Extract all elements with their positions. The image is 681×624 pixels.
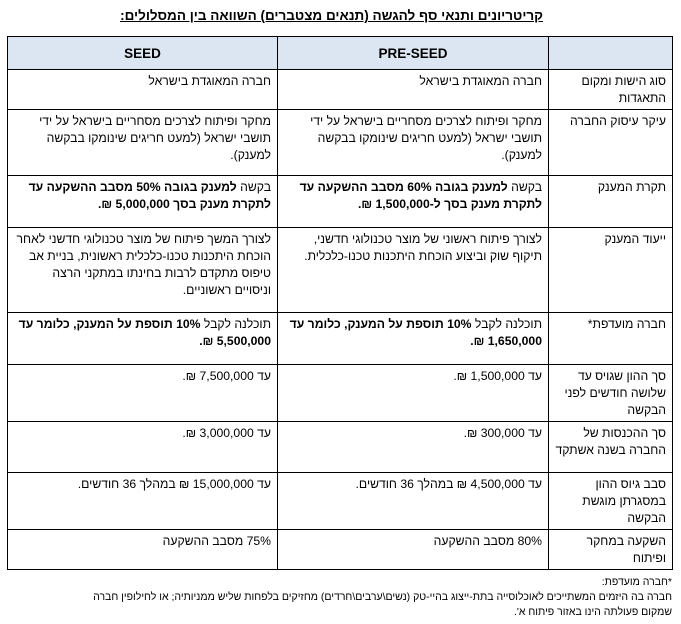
preseed-cell-bold: 10% תוספת על המענק, כלומר עד 1,650,000 ₪. <box>289 317 542 348</box>
criterion-cell: עיקר עיסוק החברה <box>549 110 673 176</box>
table-row <box>8 473 673 530</box>
table-header-row <box>8 37 673 70</box>
table-row <box>8 176 673 228</box>
footnote-title: *חברה מועדפת: <box>601 576 672 588</box>
page-title: קריטריונים ותנאי סף להגשה (תנאים מצטברים) השוואה בין המסלולים: <box>120 8 543 23</box>
seed-cell-prefix: בקשה <box>236 180 271 194</box>
table-row <box>8 70 673 110</box>
header-preseed: PRE-SEED <box>278 37 549 70</box>
preseed-cell <box>278 313 549 365</box>
preseed-cell: 80% מסבב ההשקעה <box>278 530 549 570</box>
criterion-cell: חברה מועדפת* <box>549 313 673 365</box>
preseed-cell: עד 4,500,000 ₪ במהלך 36 חודשים. <box>278 473 549 530</box>
footnote-text-continued: שמקום פעולתה הינו באזור פיתוח א'. <box>513 606 672 618</box>
preseed-cell: עד 1,500,000 ₪. <box>278 365 549 422</box>
preseed-cell-prefix: בקשה <box>507 180 542 194</box>
seed-cell-bold: למענק בגובה 50% מסבב ההשקעה עד לתקרת מענק בסך 5,000,000 ₪. <box>28 180 271 211</box>
table-row <box>8 313 673 365</box>
header-seed: SEED <box>8 37 278 70</box>
seed-cell: עד 7,500,000 ₪. <box>8 365 278 422</box>
seed-cell: לצורך המשך פיתוח של מוצר טכנולוגי חדשני לאחר הוכחת היתכנות טכנו-כלכלית ראשונית, בניית אב טיפוס מתקדם לרבות בחינתו במתקני הרצה וניסויים ראשוניים. <box>8 228 278 313</box>
preseed-cell: עד 300,000 ₪. <box>278 422 549 473</box>
footnote-text: חברה בה היזמים המשתייכים לאוכלוסייה בתת-ייצוג בהיי-טק (נשים\ערבים\חרדים) מחזיקים בלפחות שליש ממניותיה; או לחילופין חברה <box>93 591 672 603</box>
footnote <box>8 575 672 620</box>
preseed-cell: מחקר ופיתוח לצרכים מסחריים בישראל על ידי תושבי ישראל (למעט חריגים שינומקו בבקשה למענק). <box>278 110 549 176</box>
table-row <box>8 422 673 473</box>
preseed-cell: לצורך פיתוח ראשוני של מוצר טכנולוגי חדשני, תיקוף שוק וביצוע הוכחת היתכנות טכנו-כלכלית. <box>278 228 549 313</box>
seed-cell: מחקר ופיתוח לצרכים מסחריים בישראל על ידי תושבי ישראל (למעט חריגים שינומקו בבקשה למענק). <box>8 110 278 176</box>
seed-cell: עד 15,000,000 ₪ במהלך 36 חודשים. <box>8 473 278 530</box>
preseed-cell: חברה המאוגדת בישראל <box>278 70 549 110</box>
seed-cell <box>8 176 278 228</box>
preseed-cell <box>278 176 549 228</box>
table-row <box>8 530 673 570</box>
seed-cell-prefix: תוכלנה לקבל <box>200 317 271 331</box>
seed-cell <box>8 313 278 365</box>
criterion-cell: סך ההון שגויס עד שלושה חודשים לפני הבקשה <box>549 365 673 422</box>
criterion-cell: ייעוד המענק <box>549 228 673 313</box>
criterion-cell: השקעה במחקר ופיתוח <box>549 530 673 570</box>
criterion-cell: סוג הישות ומקום התאגדות <box>549 70 673 110</box>
criterion-cell: סבב גיוס ההון במסגרתן מוגשת הבקשה <box>549 473 673 530</box>
seed-cell: עד 3,000,000 ₪. <box>8 422 278 473</box>
comparison-table <box>7 36 673 570</box>
seed-cell-bold: 10% תוספת על המענק, כלומר עד 5,500,000 ₪. <box>18 317 271 348</box>
preseed-cell-bold: למענק בגובה 60% מסבב ההשקעה עד לתקרת מענק בסך ל-1,500,000 ₪. <box>299 180 542 211</box>
seed-cell: חברה המאוגדת בישראל <box>8 70 278 110</box>
preseed-cell-prefix: תוכלנה לקבל <box>471 317 542 331</box>
table-row <box>8 228 673 313</box>
seed-cell: 75% מסבב ההשקעה <box>8 530 278 570</box>
criterion-cell: סך ההכנסות של החברה בשנה אשתקד <box>549 422 673 473</box>
table-row <box>8 365 673 422</box>
criterion-cell: תקרת המענק <box>549 176 673 228</box>
table-row <box>8 110 673 176</box>
header-criterion <box>549 37 673 70</box>
